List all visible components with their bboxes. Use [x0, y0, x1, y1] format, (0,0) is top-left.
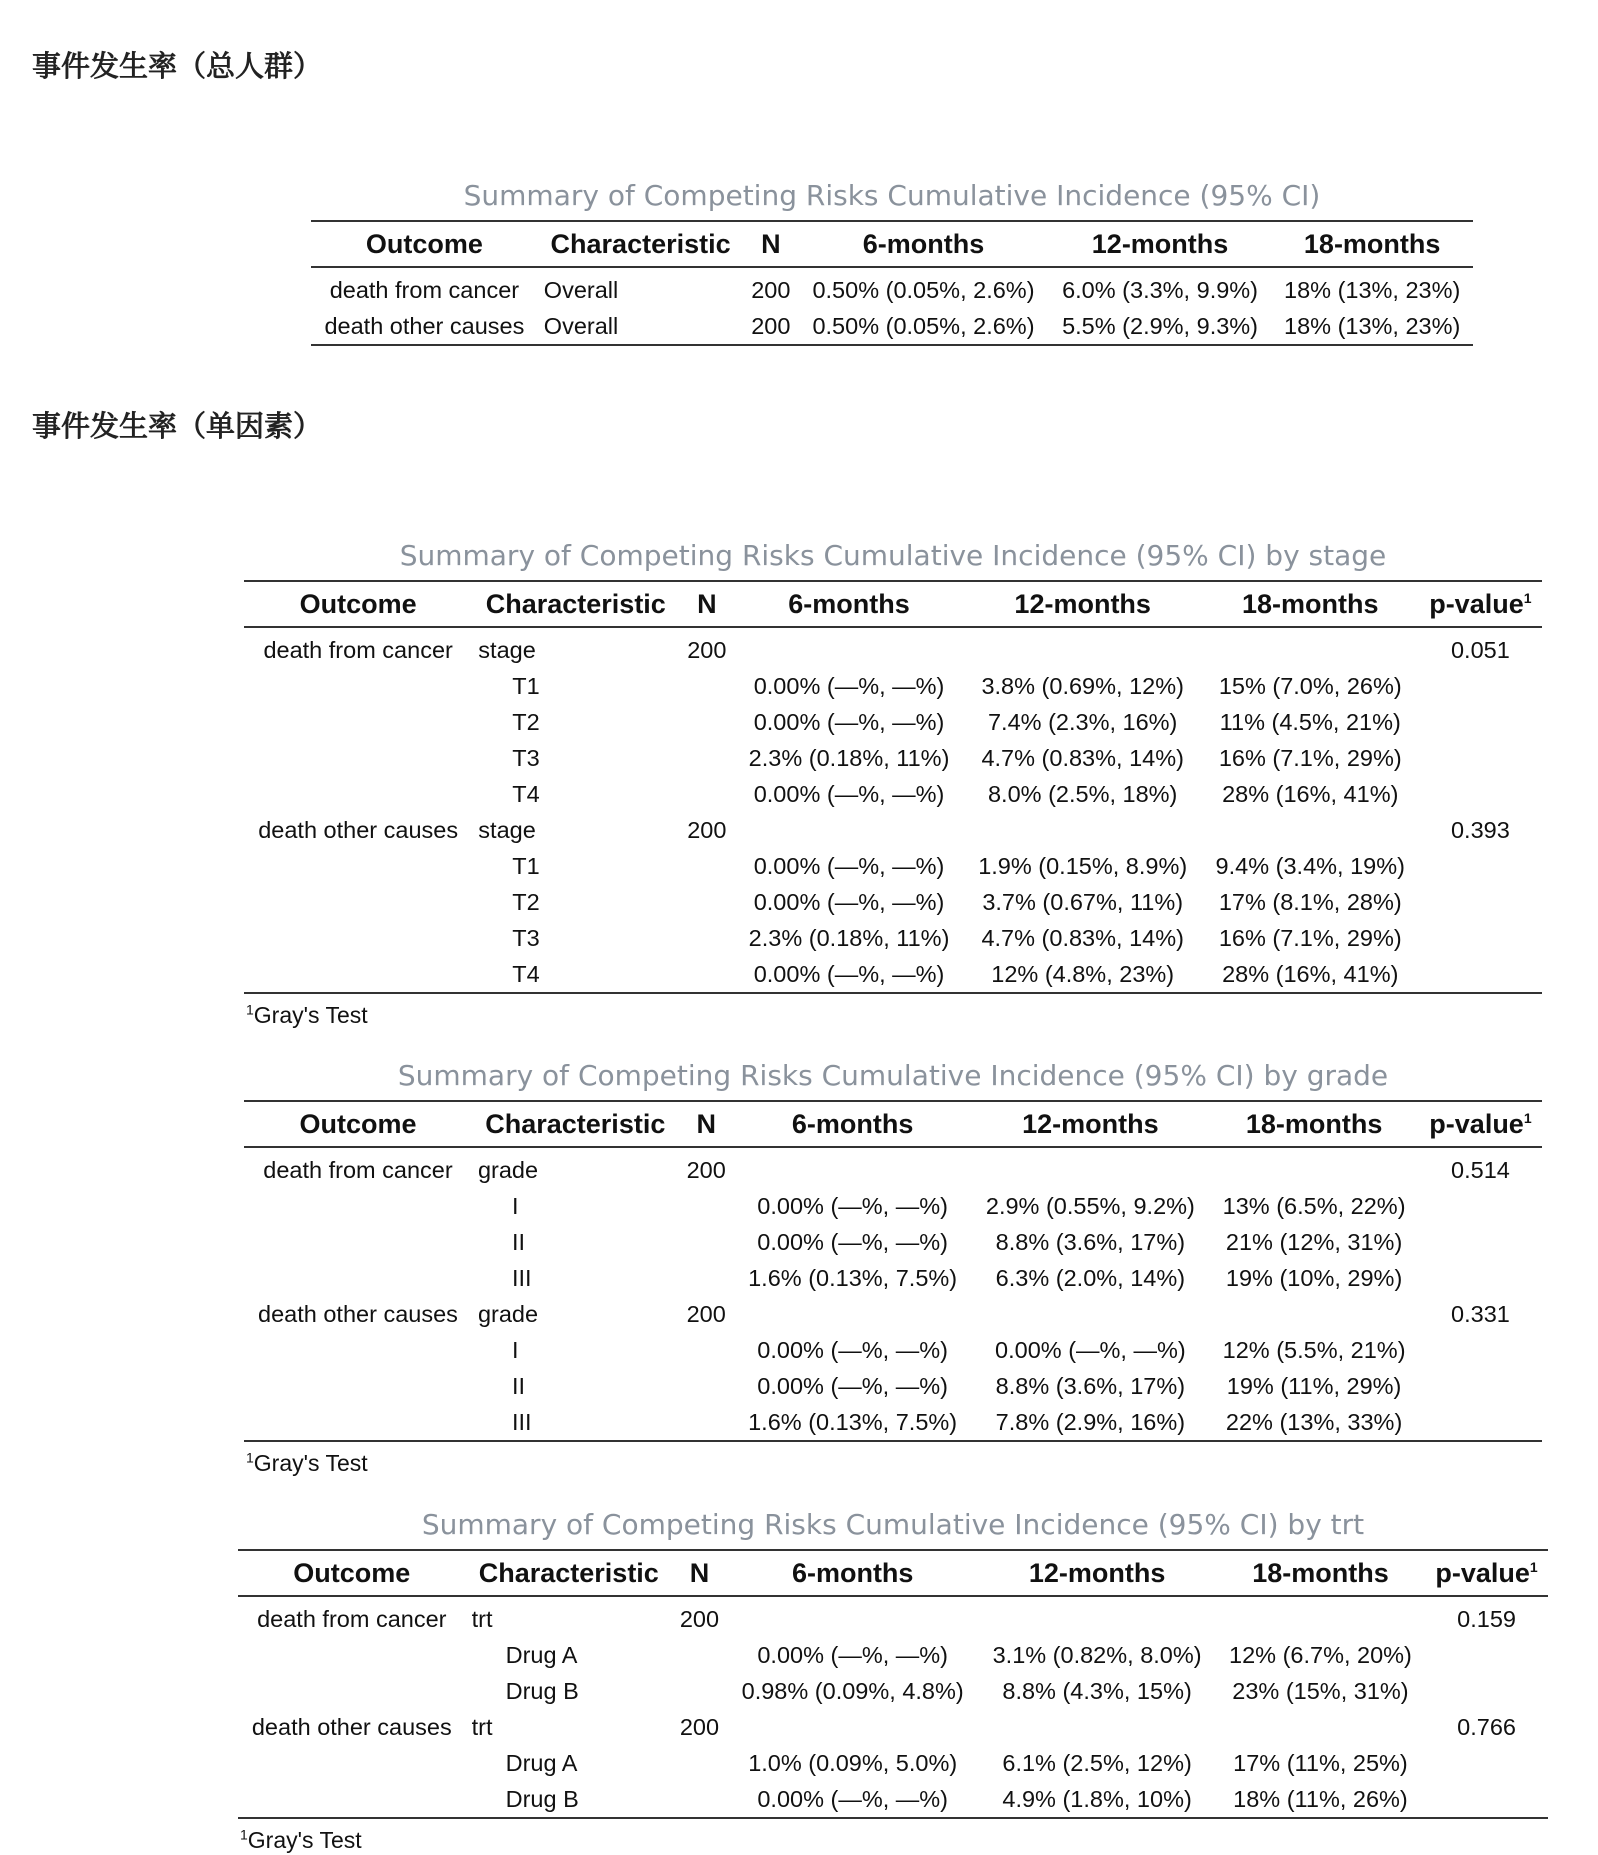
cell-m12: 6.1% (2.5%, 12%) [1002, 1749, 1192, 1776]
cell-pvalue: 0.766 [1457, 1713, 1516, 1740]
cell-m12: 8.8% (3.6%, 17%) [995, 1372, 1186, 1399]
cell-characteristic: stage [478, 636, 536, 663]
cell-m6 [734, 627, 963, 668]
cell-m18: 12% (5.5%, 21%) [1222, 1336, 1406, 1363]
table-overall [311, 176, 1473, 346]
cell-m6: 1.0% (0.09%, 5.0%) [748, 1749, 958, 1776]
cell-n: 200 [686, 1156, 726, 1183]
section-title-overall: 事件发生率（总人群） [32, 49, 323, 83]
cell-outcome [244, 920, 472, 956]
cell-m12: 3.1% (0.82%, 8.0%) [992, 1641, 1202, 1668]
cell-outcome: death other causes [324, 312, 525, 339]
group-row [244, 812, 1542, 848]
cell-m18 [1209, 1296, 1419, 1332]
cell-pvalue [1419, 776, 1542, 812]
cell-level: T3 [512, 924, 540, 951]
header-outcome: Outcome [365, 228, 483, 259]
cell-outcome: death from cancer [257, 1605, 447, 1632]
table-caption: Summary of Competing Risks Cumulative Incidence (95% CI) [463, 179, 1321, 212]
cell-outcome [238, 1781, 466, 1818]
cell-m6: 0.00% (—%, —%) [757, 1192, 948, 1219]
cell-outcome: death from cancer [329, 276, 520, 303]
cell-m6: 0.00% (—%, —%) [753, 708, 945, 735]
cell-outcome [244, 848, 472, 884]
level-row [244, 740, 1542, 776]
table-caption: Summary of Competing Risks Cumulative Incidence (95% CI) by grade [397, 1059, 1389, 1092]
data-table [238, 1549, 1548, 1819]
cell-n: 200 [679, 1713, 720, 1740]
cell-pvalue [1419, 1368, 1542, 1404]
level-row [244, 776, 1542, 812]
footnote-marker: 1 [1523, 1109, 1532, 1126]
level-row [238, 1781, 1548, 1818]
cell-n [679, 1260, 734, 1296]
cell-m6: 0.00% (—%, —%) [753, 780, 945, 807]
cell-level: T1 [512, 672, 540, 699]
cell-characteristic: trt [471, 1713, 493, 1740]
header-row [238, 1550, 1548, 1596]
cell-m12: 5.5% (2.9%, 9.3%) [1062, 312, 1259, 339]
cell-characteristic: trt [471, 1605, 493, 1632]
cell-m18: 17% (8.1%, 28%) [1218, 888, 1402, 915]
cell-m6: 0.50% (0.05%, 2.6%) [812, 312, 1035, 339]
cell-n [679, 884, 734, 920]
footnote-text: Gray's Test [247, 1827, 362, 1853]
footnote-marker: 1 [1523, 589, 1532, 606]
cell-characteristic: grade [477, 1300, 539, 1327]
cell-m6: 1.6% (0.13%, 7.5%) [748, 1264, 958, 1291]
cell-n [679, 956, 734, 993]
table-footnote [244, 1450, 1542, 1477]
cell-outcome [244, 776, 472, 812]
cell-n [679, 704, 734, 740]
cell-n [672, 1637, 727, 1673]
cell-outcome [238, 1637, 466, 1673]
cell-m6 [727, 1596, 978, 1637]
cell-m12: 3.8% (0.69%, 12%) [981, 672, 1184, 699]
cell-outcome: death other causes [258, 1300, 458, 1327]
cell-pvalue: 0.159 [1457, 1605, 1516, 1632]
cell-pvalue [1419, 740, 1542, 776]
cell-m6: 0.00% (—%, —%) [757, 1785, 949, 1812]
table-by-trt [238, 1505, 1548, 1854]
data-table [311, 220, 1473, 346]
cell-m12: 3.7% (0.67%, 11%) [982, 888, 1184, 915]
footnote-text: Gray's Test [253, 1450, 368, 1476]
level-row [244, 1224, 1542, 1260]
table-body [244, 627, 1542, 993]
header-m6: 6-months [862, 228, 985, 259]
cell-level: Drug A [505, 1749, 578, 1776]
cell-m12: 8.0% (2.5%, 18%) [987, 780, 1178, 807]
cell-outcome [244, 1260, 472, 1296]
cell-m6: 0.00% (—%, —%) [757, 1228, 948, 1255]
cell-level: T4 [512, 780, 540, 807]
cell-level: T1 [512, 852, 540, 879]
cell-pvalue [1419, 1188, 1542, 1224]
level-row [244, 956, 1542, 993]
cell-outcome [244, 956, 472, 993]
header-pvalue-label: p-value [1435, 1557, 1530, 1588]
cell-outcome [244, 704, 472, 740]
cell-m6: 0.00% (—%, —%) [753, 960, 945, 987]
cell-m18: 19% (10%, 29%) [1225, 1264, 1403, 1291]
cell-n [679, 848, 734, 884]
table-body [244, 1147, 1542, 1441]
group-row [311, 267, 1473, 308]
cell-pvalue [1425, 1745, 1548, 1781]
cell-m12 [972, 1147, 1210, 1188]
level-row [244, 920, 1542, 956]
cell-characteristic: stage [478, 816, 536, 843]
cell-characteristic: grade [477, 1156, 539, 1183]
cell-m6: 0.00% (—%, —%) [753, 888, 945, 915]
cell-n: 200 [751, 276, 791, 303]
cell-m12 [964, 812, 1202, 848]
cell-n: 200 [679, 1605, 720, 1632]
cell-m6: 0.00% (—%, —%) [757, 1336, 948, 1363]
cell-m6: 2.3% (0.18%, 11%) [748, 744, 950, 771]
header-outcome: Outcome [293, 1557, 411, 1588]
cell-m12 [972, 1296, 1210, 1332]
cell-m18: 17% (11%, 25%) [1233, 1749, 1408, 1776]
cell-m6 [734, 812, 963, 848]
header-pvalue [1425, 1550, 1548, 1596]
cell-m18: 9.4% (3.4%, 19%) [1215, 852, 1405, 879]
cell-m12: 7.8% (2.9%, 16%) [995, 1408, 1186, 1435]
cell-pvalue: 0.514 [1451, 1156, 1510, 1183]
cell-m12: 2.9% (0.55%, 9.2%) [985, 1192, 1195, 1219]
header-characteristic: Characteristic [485, 588, 666, 619]
cell-pvalue [1425, 1637, 1548, 1673]
level-row [244, 668, 1542, 704]
cell-m18: 28% (16%, 41%) [1222, 780, 1399, 807]
cell-level: Drug B [505, 1785, 579, 1812]
cell-m6: 0.00% (—%, —%) [753, 672, 945, 699]
cell-level: Drug A [505, 1641, 578, 1668]
cell-outcome: death other causes [258, 816, 459, 843]
footnote-marker: 1 [246, 1449, 254, 1466]
cell-m6: 1.6% (0.13%, 7.5%) [748, 1408, 958, 1435]
header-row [244, 581, 1542, 627]
cell-m12: 8.8% (3.6%, 17%) [995, 1228, 1186, 1255]
cell-n: 200 [687, 816, 727, 843]
cell-n [672, 1745, 727, 1781]
cell-m18: 23% (15%, 31%) [1232, 1677, 1409, 1704]
header-outcome: Outcome [299, 1108, 417, 1139]
cell-level: T3 [512, 744, 540, 771]
header-characteristic: Characteristic [550, 228, 731, 259]
cell-pvalue [1419, 920, 1542, 956]
header-m12: 12-months [1014, 588, 1151, 619]
group-row [244, 627, 1542, 668]
header-outcome: Outcome [299, 588, 417, 619]
cell-m6: 0.50% (0.05%, 2.6%) [812, 276, 1035, 303]
cell-m12: 12% (4.8%, 23%) [991, 960, 1175, 987]
cell-level: I [511, 1192, 519, 1219]
cell-pvalue [1419, 704, 1542, 740]
table-caption: Summary of Competing Risks Cumulative Incidence (95% CI) by trt [421, 1508, 1365, 1541]
header-m6: 6-months [788, 588, 910, 619]
table-body [238, 1596, 1548, 1818]
cell-m18: 18% (13%, 23%) [1284, 276, 1461, 303]
level-row [244, 884, 1542, 920]
cell-level: III [511, 1408, 532, 1435]
data-table [244, 580, 1542, 994]
footnote-marker: 1 [1529, 1558, 1538, 1575]
cell-m18: 28% (16%, 41%) [1222, 960, 1399, 987]
cell-n [679, 1404, 734, 1441]
cell-m6: 0.00% (—%, —%) [757, 1641, 949, 1668]
cell-pvalue [1419, 1224, 1542, 1260]
header-m18: 18-months [1245, 1108, 1383, 1139]
cell-m6 [727, 1709, 978, 1745]
header-characteristic: Characteristic [485, 1108, 666, 1139]
header-row [311, 221, 1473, 267]
group-row [238, 1709, 1548, 1745]
cell-level: Drug B [505, 1677, 579, 1704]
header-pvalue-label: p-value [1429, 588, 1524, 619]
cell-m18 [1202, 627, 1419, 668]
cell-m6: 2.3% (0.18%, 11%) [748, 924, 950, 951]
cell-outcome [244, 1404, 472, 1441]
section-title-univariate: 事件发生率（单因素） [32, 409, 323, 443]
cell-n [679, 776, 734, 812]
cell-pvalue [1425, 1781, 1548, 1818]
cell-pvalue: 0.393 [1450, 816, 1510, 843]
cell-m18: 16% (7.1%, 29%) [1218, 744, 1402, 771]
header-m18: 18-months [1303, 228, 1441, 259]
header-m6: 6-months [791, 1557, 914, 1588]
table-by-grade [244, 1056, 1542, 1477]
cell-m6: 0.00% (—%, —%) [757, 1372, 948, 1399]
cell-level: I [511, 1336, 519, 1363]
cell-outcome: death from cancer [263, 636, 453, 663]
cell-n [679, 920, 734, 956]
level-row [238, 1745, 1548, 1781]
header-m18: 18-months [1252, 1557, 1389, 1588]
header-characteristic: Characteristic [478, 1557, 659, 1588]
table-caption: Summary of Competing Risks Cumulative Incidence (95% CI) by stage [399, 539, 1387, 572]
cell-level: II [511, 1228, 526, 1255]
cell-m18: 15% (7.0%, 26%) [1218, 672, 1402, 699]
cell-m18 [1202, 812, 1419, 848]
header-n: N [696, 1108, 716, 1139]
data-table [244, 1100, 1542, 1442]
table-body [311, 267, 1473, 345]
cell-m18 [1216, 1709, 1425, 1745]
cell-m18: 22% (13%, 33%) [1225, 1408, 1403, 1435]
level-row [244, 1260, 1542, 1296]
cell-outcome [244, 884, 472, 920]
cell-outcome: death other causes [251, 1713, 452, 1740]
cell-outcome [244, 1188, 472, 1224]
cell-n: 200 [687, 636, 727, 663]
cell-m18: 13% (6.5%, 22%) [1222, 1192, 1406, 1219]
table-header [238, 1550, 1548, 1596]
cell-pvalue [1419, 848, 1542, 884]
table-footnote [244, 1002, 1542, 1029]
header-n: N [761, 228, 781, 259]
cell-n [679, 1368, 734, 1404]
group-row [244, 1147, 1542, 1188]
cell-level: T2 [512, 888, 540, 915]
header-m12: 12-months [1091, 228, 1229, 259]
level-row [244, 1404, 1542, 1441]
level-row [244, 1332, 1542, 1368]
level-row [244, 1368, 1542, 1404]
header-n: N [689, 1557, 710, 1588]
cell-level: T2 [512, 708, 540, 735]
cell-m18: 12% (6.7%, 20%) [1229, 1641, 1412, 1668]
cell-outcome [244, 1368, 472, 1404]
cell-level: III [511, 1264, 532, 1291]
cell-pvalue: 0.051 [1450, 636, 1510, 663]
group-row [238, 1596, 1548, 1637]
level-row [238, 1637, 1548, 1673]
footnote-marker: 1 [240, 1826, 248, 1843]
cell-m18 [1216, 1596, 1425, 1637]
cell-m12: 4.9% (1.8%, 10%) [1002, 1785, 1192, 1812]
cell-characteristic: Overall [543, 312, 619, 339]
cell-n [672, 1673, 727, 1709]
cell-m18: 18% (11%, 26%) [1233, 1785, 1408, 1812]
cell-n: 200 [686, 1300, 726, 1327]
cell-m12: 0.00% (—%, —%) [995, 1336, 1186, 1363]
cell-m18: 19% (11%, 29%) [1226, 1372, 1402, 1399]
table-header [244, 581, 1542, 627]
cell-pvalue [1419, 884, 1542, 920]
cell-n [672, 1781, 727, 1818]
cell-m18: 11% (4.5%, 21%) [1219, 708, 1401, 735]
cell-m18: 18% (13%, 23%) [1284, 312, 1461, 339]
cell-outcome: death from cancer [263, 1156, 453, 1183]
cell-pvalue [1419, 1260, 1542, 1296]
cell-pvalue [1419, 1404, 1542, 1441]
level-row [238, 1673, 1548, 1709]
cell-n [679, 668, 734, 704]
cell-m6: 0.00% (—%, —%) [753, 852, 945, 879]
cell-m12: 4.7% (0.83%, 14%) [981, 744, 1184, 771]
header-row [244, 1101, 1542, 1147]
cell-outcome [244, 740, 472, 776]
header-pvalue [1419, 1101, 1542, 1147]
cell-m12: 1.9% (0.15%, 8.9%) [978, 852, 1188, 879]
level-row [244, 704, 1542, 740]
footnote-marker: 1 [246, 1001, 254, 1018]
cell-level: T4 [512, 960, 540, 987]
header-pvalue [1419, 581, 1542, 627]
cell-n [679, 1188, 734, 1224]
group-row [244, 1296, 1542, 1332]
cell-pvalue [1425, 1673, 1548, 1709]
header-pvalue-label: p-value [1429, 1108, 1524, 1139]
cell-m12: 6.0% (3.3%, 9.9%) [1062, 276, 1259, 303]
cell-m12 [978, 1596, 1215, 1637]
table-by-stage [244, 536, 1542, 1029]
cell-pvalue [1419, 668, 1542, 704]
header-m6: 6-months [791, 1108, 914, 1139]
cell-n [679, 1224, 734, 1260]
header-m12: 12-months [1022, 1108, 1159, 1139]
cell-m12: 7.4% (2.3%, 16%) [987, 708, 1178, 735]
cell-m12: 6.3% (2.0%, 14%) [995, 1264, 1186, 1291]
cell-level: II [511, 1372, 526, 1399]
cell-m12 [978, 1709, 1215, 1745]
header-n: N [697, 588, 717, 619]
cell-characteristic: Overall [543, 276, 619, 303]
header-m18: 18-months [1241, 588, 1379, 619]
table-header [311, 221, 1473, 267]
cell-m18: 16% (7.1%, 29%) [1218, 924, 1402, 951]
cell-pvalue: 0.331 [1451, 1300, 1510, 1327]
cell-pvalue [1419, 1332, 1542, 1368]
table-footnote [238, 1827, 1548, 1854]
cell-m12: 4.7% (0.83%, 14%) [981, 924, 1184, 951]
cell-m6: 0.98% (0.09%, 4.8%) [741, 1677, 964, 1704]
cell-m18: 21% (12%, 31%) [1225, 1228, 1403, 1255]
cell-outcome [238, 1673, 466, 1709]
header-m12: 12-months [1028, 1557, 1166, 1588]
group-row [311, 308, 1473, 345]
cell-m12 [964, 627, 1202, 668]
cell-outcome [244, 1332, 472, 1368]
cell-pvalue [1419, 956, 1542, 993]
cell-m18 [1209, 1147, 1419, 1188]
level-row [244, 1188, 1542, 1224]
cell-m6 [734, 1147, 972, 1188]
cell-outcome [238, 1745, 466, 1781]
table-header [244, 1101, 1542, 1147]
cell-n [679, 1332, 734, 1368]
cell-n [679, 740, 734, 776]
cell-m12: 8.8% (4.3%, 15%) [1002, 1677, 1192, 1704]
cell-outcome [244, 668, 472, 704]
cell-outcome [244, 1224, 472, 1260]
footnote-text: Gray's Test [253, 1002, 368, 1028]
cell-m6 [734, 1296, 972, 1332]
cell-n: 200 [751, 312, 791, 339]
level-row [244, 848, 1542, 884]
